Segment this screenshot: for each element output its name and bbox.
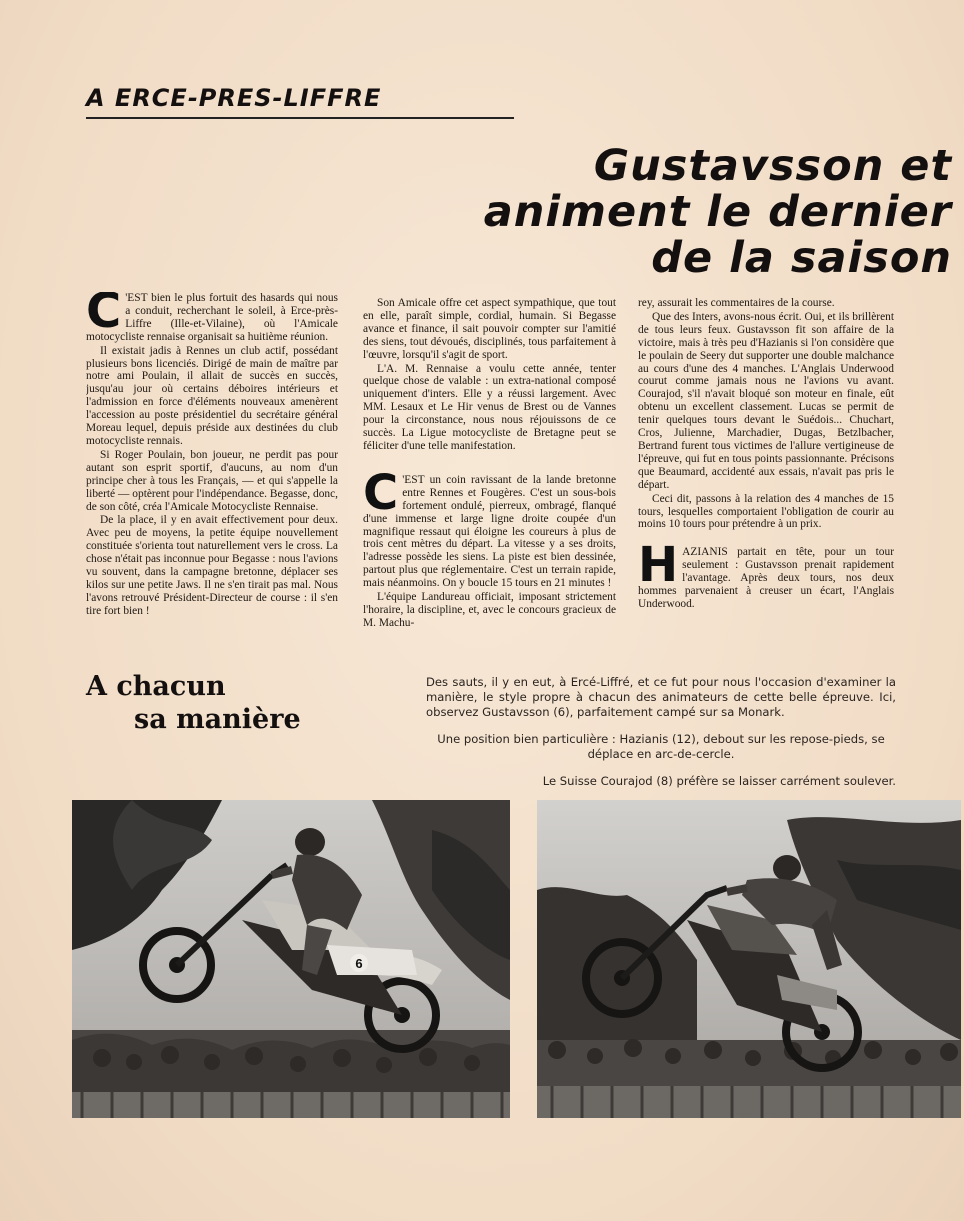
- headline: [392, 143, 952, 281]
- photo-gustavsson-jump: [72, 800, 510, 1118]
- subhead-line-2: sa manière: [134, 704, 301, 735]
- paragraph: rey, assurait les commentaires de la course.: [638, 297, 835, 309]
- headline-line-2: animent le dernier: [483, 187, 952, 237]
- photo-left-illustration: [72, 800, 510, 1118]
- photo-hazianis-jump: [537, 800, 961, 1118]
- photo-right-illustration: [537, 800, 961, 1118]
- drop-cap: H: [638, 537, 679, 594]
- paragraph: C 'EST bien le plus fortuit des hasards qui nous a conduit, recherchant le soleil, à Erce-près-Liffre (Ille-et-Vilaine), où l'Amicale motocycliste rennaise organisait sa huitième réunion.: [86, 292, 338, 343]
- paragraph: De la place, il y en avait effectivement pour deux. Avec peu de moyens, la petite équipe nouvellement constituée s'orienta tout naturellement vers le cross. La chose n'était pas inconnue pour Begasse : nous l'avions vu souvent, dans la campagne bretonne, déplacer ses kilos sur une petite Jaws. Il ne s'en tirait pas mal. Nous l'avons retrouvé Président-Directeur de course : il s'en tire fort bien !: [86, 514, 338, 617]
- paragraph: L'équipe Landureau officiait, imposant strictement l'horaire, la discipline, et, avec le concours gracieux de M. Machu-: [363, 591, 616, 629]
- drop-cap: C: [86, 292, 122, 339]
- race-number-plate: 6: [355, 956, 363, 971]
- headline-line-3: de la saison: [651, 233, 952, 283]
- caption-hazianis: Une position bien particulière : Hazianis (12), debout sur les repose-pieds, se déplace en arc-de-cercle.: [437, 732, 885, 761]
- paragraph: C 'EST un coin ravissant de la lande bretonne entre Rennes et Fougères. C'est un sous-bois fortement ondulé, pierreux, ombragé, flanqué d'une immense et large ligne droite coupée d'un magnifique ressaut qui éloigne les coureurs à plus de trois cent mètres du départ. La vitesse y a ses droits, l'adresse possède les siens. La piste est bien dessinée, partout plus que réglementaire. C'est un terrain rapide, mais néanmoins. On y boucle 15 tours en 21 minutes !: [363, 464, 616, 590]
- paragraph: Si Roger Poulain, bon joueur, ne perdit pas pour autant son esprit sportif, d'aucuns, au nom d'un principe cher à tous les Français, — et qui s'appelle la liberté — optèrent pour l'indépendance. Begasse, donc, de son côté, créa l'Amicale Motocycliste Rennaise.: [86, 448, 338, 513]
- article-column-2: [363, 297, 616, 659]
- subhead: [86, 670, 301, 736]
- paragraph: HAZIANIS partait en tête, pour un tour seulement : Gustavsson prenait rapidement l'avantage. Après deux tours, nos deux hommes parvenaient à creuser un écart, l'Anglais Underwood.: [638, 537, 894, 610]
- article-column-3: [638, 297, 894, 661]
- subhead-line-1: A chacun: [86, 671, 226, 702]
- caption-courajod: Le Suisse Courajod (8) préfère se laisser carrément soulever.: [542, 774, 896, 788]
- paragraph: Ceci dit, passons à la relation des 4 manches de 15 tours, lesquelles comportaient l'obligation de courir au moins 10 tours pour prétendre à un prix.: [638, 492, 894, 531]
- headline-line-1: Gustavsson et: [593, 141, 952, 191]
- paragraph: Que des Inters, avons-nous écrit. Oui, et ils brillèrent de tous leurs feux. Gustavsson fit son affaire de la victoire, mais à très peu d'Hazianis si l'on considère que le poulain de Seery dut supporter une double malchance au cours d'une des 4 manches. L'Anglais Underwood courut comme jamais nous ne l'avions vu avant. Courajod, s'il n'avait bloqué son moteur en finale, eût obtenu un excellent classement. Lucas se permit de tenir quelques tours devant le Suédois... Chuchart, Cros, Julienne, Marchadier, Dugas, Betzlbacher, Bertrand furent tous victimes de l'allure vertigineuse de l'épreuve, qui fut en tous points passionnante. Précisons que Beaumard, accidenté aux essais, n'avait pas pris le départ.: [638, 310, 894, 491]
- article-column-1: [86, 292, 338, 658]
- paragraph: Il existait jadis à Rennes un club actif, possédant plusieurs bons licenciés. Dirigé de main de maître par notre ami Poulain, il allait de succès en succès, jusqu'au jour où certains déboires intérieurs et l'admission en force d'éléments nouveaux amenèrent l'accession au poste présidentiel du secrétaire général Moreau lequel, depuis préside aux destinées du club motocycliste rennais.: [86, 344, 338, 447]
- kicker-rule: [86, 117, 514, 119]
- drop-cap: C: [363, 464, 399, 521]
- section-kicker: A ERCE-PRES-LIFFRE: [86, 84, 382, 112]
- caption-gustavsson: Des sauts, il y en eut, à Ercé-Liffré, et ce fut pour nous l'occasion d'examiner la manière, le style propre à chacun des animateurs de cette belle épreuve. Ici, observez Gustavsson (6), parfaitement campé sur sa Monark.: [426, 675, 896, 719]
- paragraph: L'A. M. Rennaise a voulu cette année, tenter quelque chose de valable : un extra-national composé uniquement d'inters. Elle y a réussi largement. Avec MM. Lesaux et Le Hir venus de Brest ou de Vannes pour la circonstance, nous nous réjouissons de ce succès. La Ligue motocycliste de Bretagne peut se féliciter d'une telle manifestation.: [363, 362, 616, 452]
- paragraph: Son Amicale offre cet aspect sympathique, que tout en elle, paraît simple, cordial, humain. Si Begasse avance et finance, il sait pouvoir compter sur l'amitié des siens, tout dévoués, disciplinés, tous parfaitement à l'œuvre, lorsqu'il s'agit de sport.: [363, 297, 616, 361]
